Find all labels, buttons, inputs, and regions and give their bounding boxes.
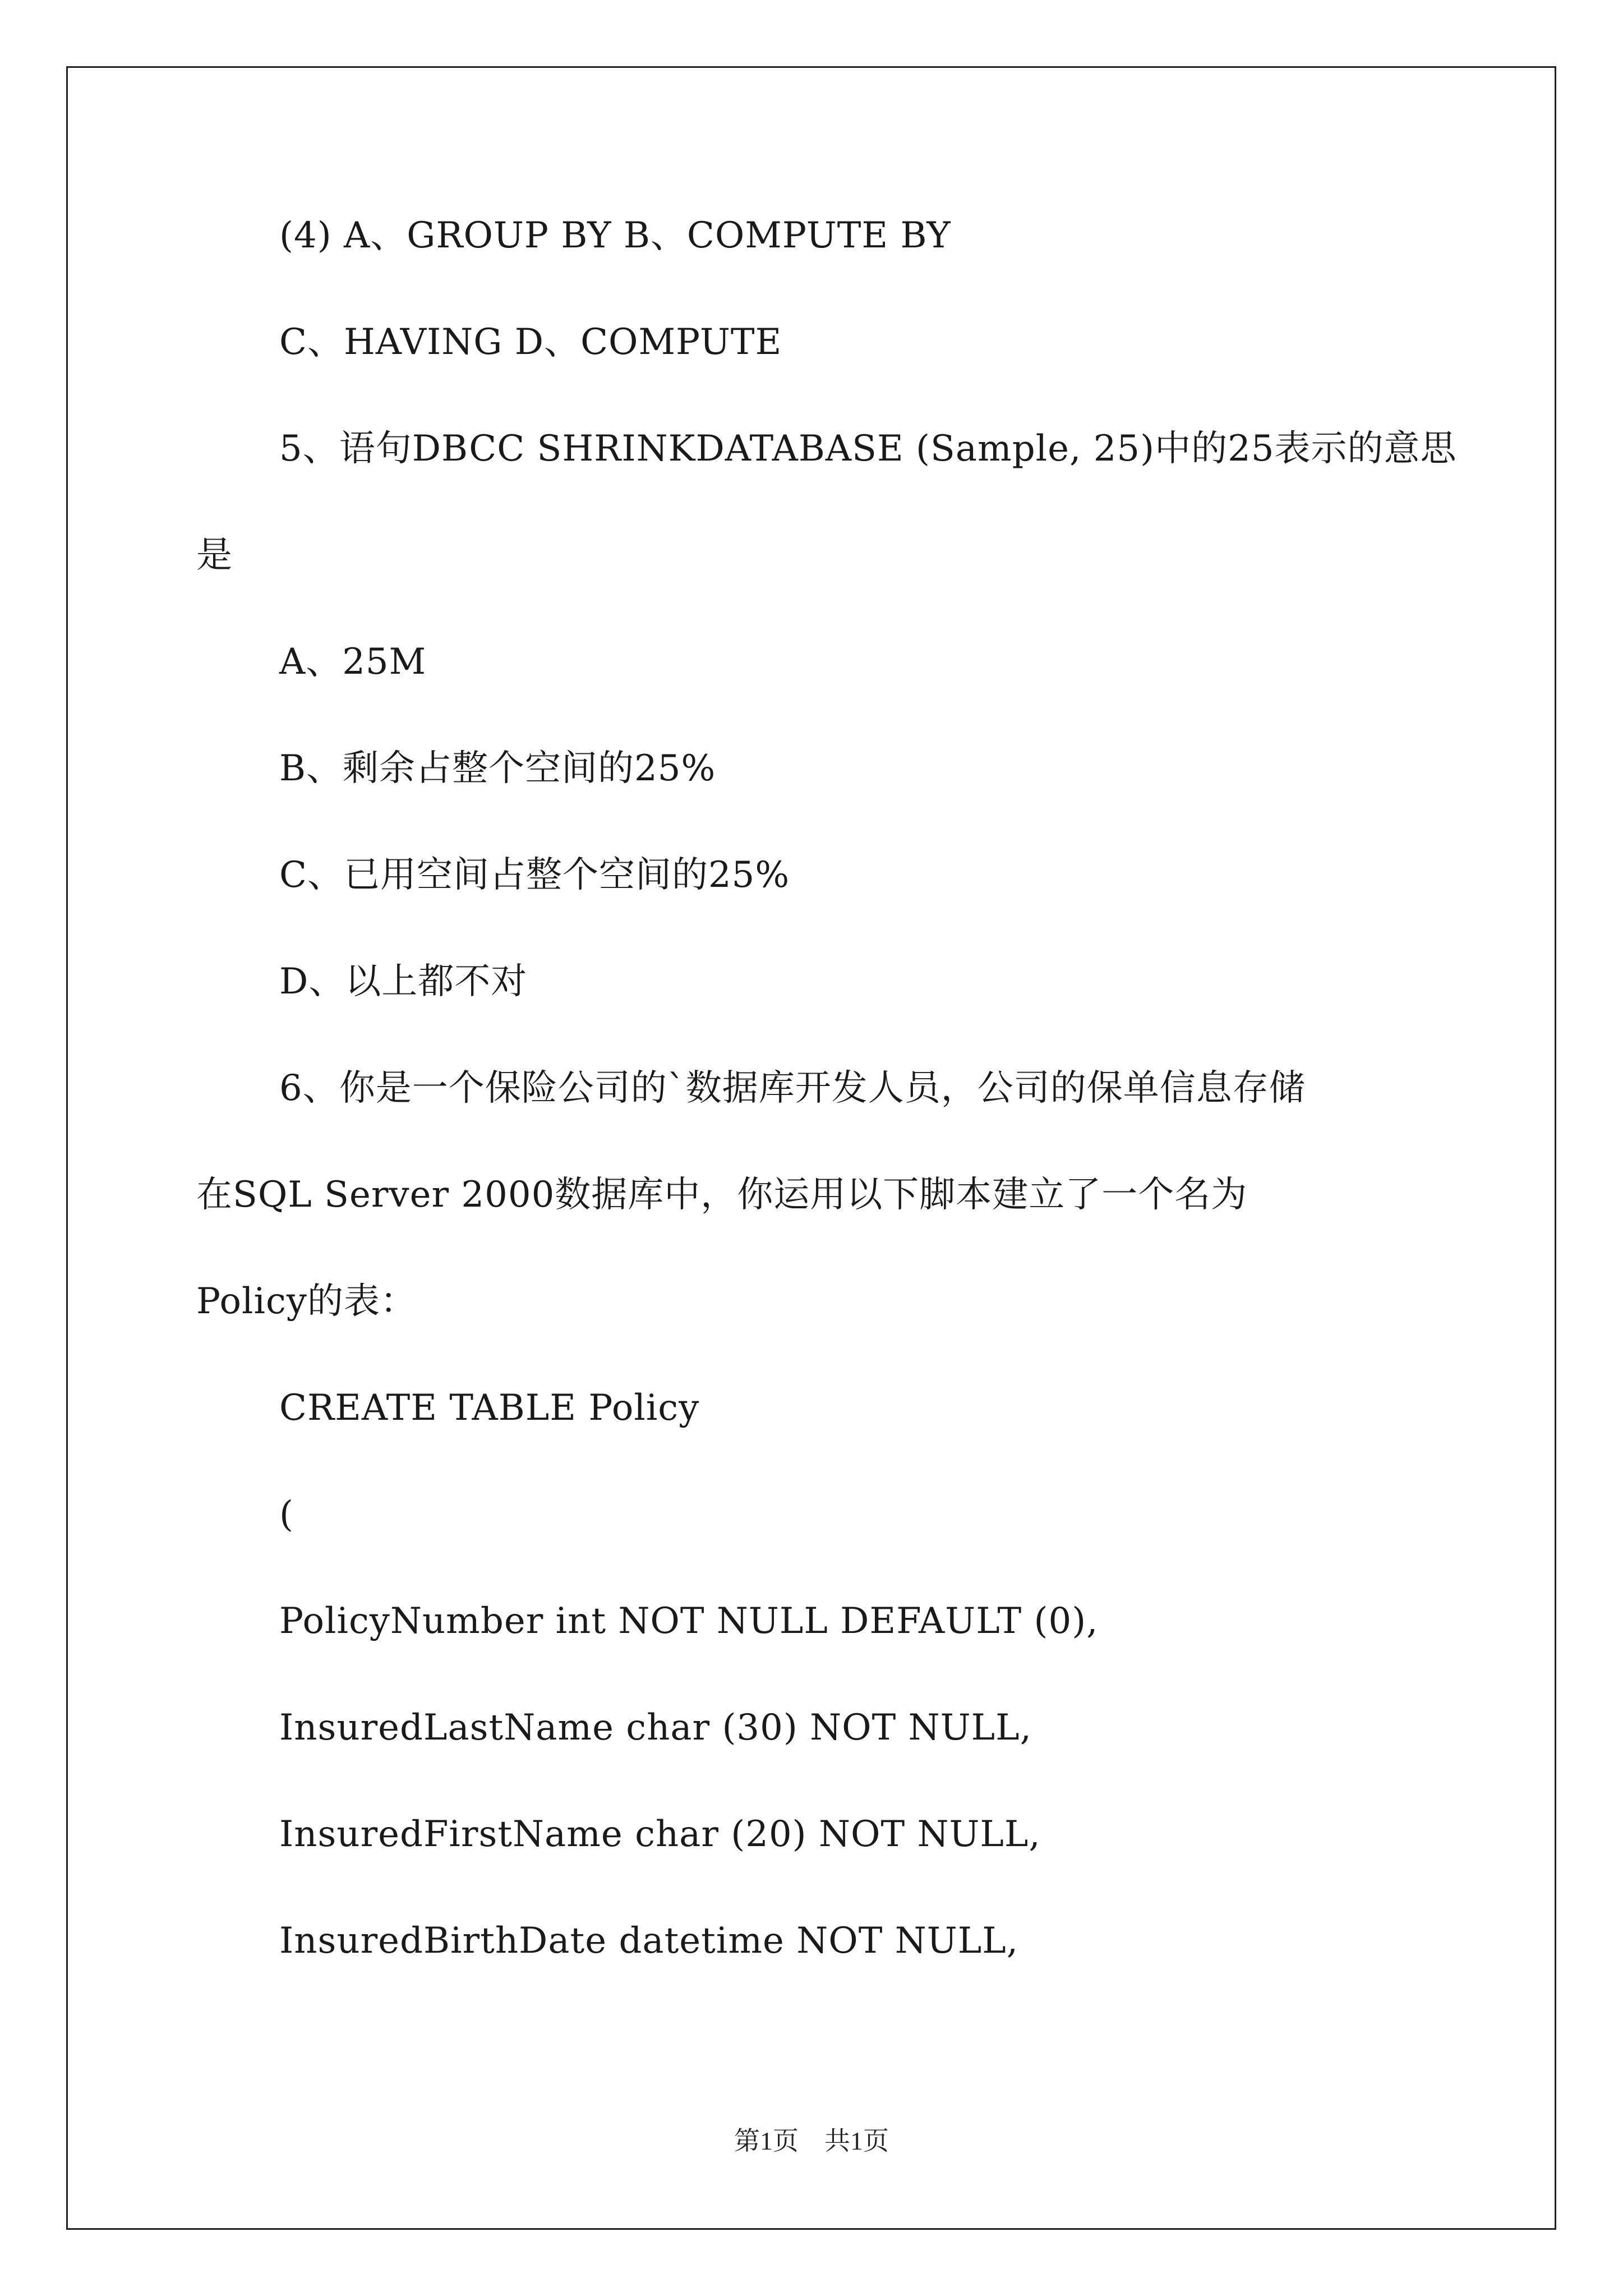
text-line: 6、你是一个保险公司的`数据库开发人员，公司的保单信息存储 [279, 1068, 1306, 1109]
text-line: B、剩余占整个空间的25% [279, 748, 716, 789]
code-line: InsuredBirthDate datetime NOT NULL, [279, 1920, 1019, 1962]
text-line: 5、语句DBCC SHRINKDATABASE (Sample, 25)中的25表示的意思 [279, 428, 1457, 470]
code-line: ( [279, 1494, 294, 1535]
text-line: (4) A、GROUP BY B、COMPUTE BY [279, 215, 951, 256]
text-line: Policy的表： [196, 1281, 417, 1322]
page-border [66, 66, 1556, 2230]
code-line: PolicyNumber int NOT NULL DEFAULT (0), [279, 1600, 1099, 1642]
text-line: C、HAVING D、COMPUTE [279, 321, 782, 363]
text-line: A、25M [279, 641, 427, 683]
code-line: InsuredFirstName char (20) NOT NULL, [279, 1814, 1041, 1855]
page-footer: 第1页 共1页 [734, 2127, 889, 2155]
text-line: C、已用空间占整个空间的25% [279, 854, 790, 896]
code-line: InsuredLastName char (30) NOT NULL, [279, 1707, 1032, 1749]
text-line: D、以上都不对 [279, 961, 528, 1002]
text-line: 是 [196, 535, 233, 576]
text-line: 在SQL Server 2000数据库中，你运用以下脚本建立了一个名为 [196, 1174, 1248, 1216]
code-line: CREATE TABLE Policy [279, 1387, 700, 1429]
